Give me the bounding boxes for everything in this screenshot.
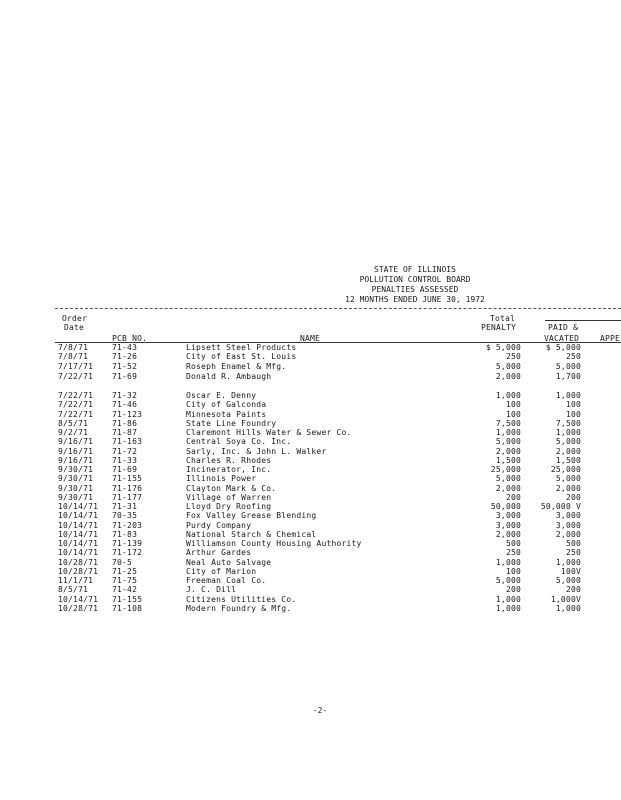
row-paid: 2,000 [555,529,581,539]
row-paid: 1,000 [555,428,581,437]
row-date: 8/5/71 [58,418,89,428]
row-pcb: 71-163 [112,437,143,447]
col-vacated: VACATED [544,334,580,343]
header-line-3: PENALTIES ASSESSED [371,285,459,294]
row-name: Neal Auto Salvage [186,557,272,567]
row-paid: 1,000V [550,594,581,604]
row-penalty: 3,000 [495,511,521,521]
row-date: 9/30/71 [58,492,94,502]
row-name: Donald R. Ambaugh [186,372,272,381]
row-paid: 3,000 [555,511,581,521]
row-paid: 200 [565,585,581,595]
row-paid: 200 [565,492,581,502]
table-row [0,493,621,502]
row-name: Incinerator, Inc. [186,465,272,474]
row-penalty: 500 [505,539,521,548]
row-date: 10/14/71 [58,539,99,548]
row-date: 10/28/71 [58,557,99,567]
row-name: J. C. Dill [186,585,237,595]
row-name: City of Marion [186,566,257,576]
row-date: 7/22/71 [58,372,94,381]
row-name: Modern Foundry & Mfg. [186,603,292,613]
row-date: 10/28/71 [58,603,99,613]
table-row [0,343,621,352]
row-date: 11/1/71 [58,576,94,585]
row-date: 7/22/71 [58,400,94,410]
table-row [0,595,621,604]
header-rule [55,308,621,309]
row-paid: 100 [565,409,581,419]
table-row [0,604,621,613]
table-row [0,419,621,428]
row-pcb: 71-52 [112,362,138,371]
row-pcb: 70-35 [112,511,138,521]
table-row [0,548,621,557]
row-penalty: 5,000 [495,362,521,371]
row-name: Claremont Hills Water & Sewer Co. [186,428,352,437]
row-name: Williamson County Housing Authority [186,539,362,548]
row-name: City of East St. Louis [186,352,297,361]
row-paid: 250 [565,548,581,558]
row-pcb: 71-139 [112,539,143,548]
row-name: Central Soya Co. Inc. [186,437,292,447]
row-pcb: 71-69 [112,372,138,381]
row-paid: 100 [565,400,581,410]
row-pcb: 71-87 [112,428,138,437]
table-row [0,391,621,400]
row-paid: 100V [560,566,581,576]
row-date: 9/2/71 [58,428,89,437]
row-penalty: 250 [505,352,521,361]
table-row [0,400,621,409]
row-name: Village of Warren [186,492,272,502]
row-pcb: 71-69 [112,465,138,474]
row-pcb: 71-86 [112,418,138,428]
row-penalty: 1,000 [495,557,521,567]
table-row [0,484,621,493]
row-date: 9/16/71 [58,437,94,447]
row-paid: 50,000 V [540,502,581,511]
row-penalty: 7,500 [495,418,521,428]
row-pcb: 70-5 [112,557,133,567]
col-penalty: PENALTY [481,323,517,332]
row-date: 10/14/71 [58,548,99,558]
row-penalty: 25,000 [490,465,521,474]
row-date: 7/17/71 [58,362,94,371]
table-row [0,465,621,474]
row-penalty: 1,500 [495,455,521,465]
row-paid: $ 5,000 [545,343,581,352]
row-paid: 1,000 [555,391,581,400]
table-row [0,521,621,530]
table-row [0,447,621,456]
row-paid: 2,000 [555,483,581,493]
row-date: 10/14/71 [58,511,99,521]
table-row [0,474,621,483]
col-pcb: PCB NO. [112,334,148,343]
col-total: Total [490,314,516,323]
row-pcb: 71-155 [112,474,143,484]
row-paid: 5,000 [555,474,581,484]
row-pcb: 71-32 [112,391,138,400]
table-row [0,567,621,576]
row-name: Charles R. Rhodes [186,455,272,465]
row-paid: 1,500 [555,455,581,465]
row-penalty: 200 [505,492,521,502]
row-pcb: 71-42 [112,585,138,595]
row-penalty: 50,000 [490,502,521,511]
row-pcb: 71-75 [112,576,138,585]
row-pcb: 71-155 [112,594,143,604]
table-row [0,456,621,465]
table-row [0,585,621,594]
row-name: National Starch & Chemical [186,529,317,539]
row-paid: 500 [565,539,581,548]
row-paid: 2,000 [555,446,581,456]
row-date: 7/22/71 [58,409,94,419]
row-penalty: 1,000 [495,603,521,613]
row-date: 9/30/71 [58,483,94,493]
row-paid: 1,000 [555,603,581,613]
row-paid: 5,000 [555,362,581,371]
paid-rule [545,320,621,321]
row-name: Freeman Coal Co. [186,576,267,585]
row-date: 8/5/71 [58,585,89,595]
row-date: 9/30/71 [58,465,94,474]
row-pcb: 71-203 [112,520,143,530]
row-date: 7/8/71 [58,352,89,361]
col-name: NAME [300,334,321,343]
row-pcb: 71-33 [112,455,138,465]
row-date: 7/22/71 [58,391,94,400]
row-pcb: 71-123 [112,409,143,419]
row-name: State Line Foundry [186,418,277,428]
row-pcb: 71-177 [112,492,143,502]
header-line-1: STATE OF ILLINOIS [374,265,456,274]
row-penalty: 3,000 [495,520,521,530]
row-name: Roseph Enamel & Mfg. [186,362,287,371]
row-name: Lipsett Steel Products [186,343,297,352]
table-row [0,558,621,567]
row-paid: 5,000 [555,576,581,585]
row-penalty: 250 [505,548,521,558]
row-date: 10/14/71 [58,520,99,530]
table-row [0,437,621,446]
row-date: 10/28/71 [58,566,99,576]
row-pcb: 71-43 [112,343,138,352]
row-penalty: 1,000 [495,428,521,437]
row-name: Lloyd Dry Roofing [186,502,272,511]
row-pcb: 71-46 [112,400,138,410]
row-pcb: 71-176 [112,483,143,493]
row-name: Citizens Utilities Co. [186,594,297,604]
table-row [0,362,621,371]
header-line-4: 12 MONTHS ENDED JUNE 30, 1972 [345,295,485,304]
row-date: 9/30/71 [58,474,94,484]
row-pcb: 71-172 [112,548,143,558]
row-date: 9/16/71 [58,446,94,456]
table-row [0,539,621,548]
row-paid: 1,000 [555,557,581,567]
row-penalty: 2,000 [495,372,521,381]
table-row [0,511,621,520]
row-penalty: 5,000 [495,474,521,484]
row-penalty: 100 [505,400,521,410]
row-pcb: 71-83 [112,529,138,539]
row-name: City of Galconda [186,400,267,410]
row-name: Illinois Power [186,474,257,484]
row-name: Fox Valley Grease Blending [186,511,317,521]
table-row [0,428,621,437]
row-date: 10/14/71 [58,502,99,511]
row-name: Clayton Mark & Co. [186,483,277,493]
row-paid: 3,000 [555,520,581,530]
table-row [0,530,621,539]
row-pcb: 71-25 [112,566,138,576]
table-row [0,502,621,511]
row-date: 7/8/71 [58,343,89,352]
row-name: Arthur Gardes [186,548,252,558]
row-paid: 25,000 [550,465,581,474]
row-penalty: 2,000 [495,446,521,456]
row-penalty: 100 [505,409,521,419]
table-row [0,410,621,419]
row-penalty: 5,000 [495,576,521,585]
table-row [0,576,621,585]
row-paid: 5,000 [555,437,581,447]
row-pcb: 71-31 [112,502,138,511]
col-date: Date [64,323,85,332]
page-number: -2- [312,706,328,715]
row-date: 10/14/71 [58,594,99,604]
row-penalty: 2,000 [495,483,521,493]
row-penalty: 1,000 [495,594,521,604]
row-penalty: 1,000 [495,391,521,400]
header-line-2: POLLUTION CONTROL BOARD [359,275,471,284]
row-paid: 1,700 [555,372,581,381]
row-penalty: $ 5,000 [485,343,521,352]
row-date: 10/14/71 [58,529,99,539]
row-paid: 250 [565,352,581,361]
row-date: 9/16/71 [58,455,94,465]
row-penalty: 200 [505,585,521,595]
row-paid: 7,500 [555,418,581,428]
row-pcb: 71-108 [112,603,143,613]
row-name: Minnesota Paints [186,409,267,419]
row-penalty: 100 [505,566,521,576]
row-name: Oscar E. Denny [186,391,257,400]
row-penalty: 2,000 [495,529,521,539]
col-appeal: APPE [600,334,621,343]
row-pcb: 71-26 [112,352,138,361]
col-paid: PAID & [548,323,579,332]
table-row [0,372,621,381]
col-order: Order [62,314,88,323]
row-name: Sarly, Inc. & John L. Walker [186,446,327,456]
row-pcb: 71-72 [112,446,138,456]
row-name: Purdy Company [186,520,252,530]
table-row [0,352,621,361]
row-penalty: 5,000 [495,437,521,447]
